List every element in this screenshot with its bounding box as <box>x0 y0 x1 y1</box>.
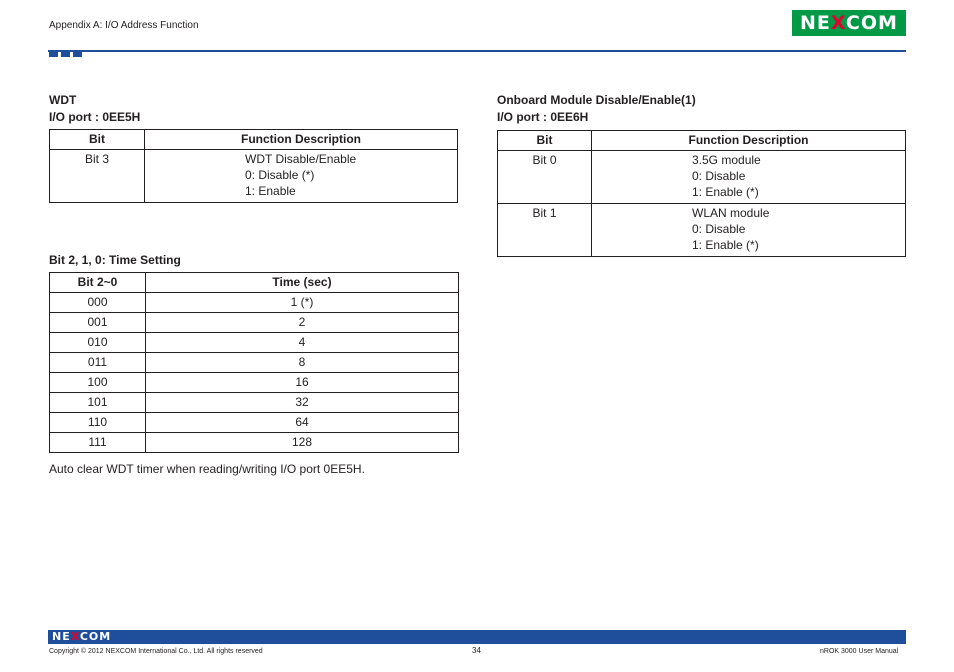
wdt-port: I/O port : 0EE5H <box>49 110 141 124</box>
function-cell <box>145 150 458 203</box>
bit-value-cell: 100 <box>50 373 146 393</box>
bit-value-cell: 110 <box>50 413 146 433</box>
logo-text-x: X <box>830 12 846 34</box>
time-value-cell: 128 <box>146 433 459 453</box>
time-value-cell: 4 <box>146 333 459 353</box>
table-row <box>50 293 459 313</box>
function-line: 0: Disable <box>692 222 746 236</box>
logo-text-x: X <box>70 630 80 643</box>
table-row <box>50 313 459 333</box>
column-header: Bit <box>50 130 145 150</box>
logo-text-part: NE <box>800 12 831 34</box>
wdt-note: Auto clear WDT timer when reading/writing I/O port 0EE5H. <box>49 462 365 476</box>
column-header: Time (sec) <box>146 273 459 293</box>
bit-value-cell: 111 <box>50 433 146 453</box>
time-setting-table <box>49 272 459 453</box>
function-line: 0: Disable <box>692 169 746 183</box>
copyright-text: Copyright © 2012 NEXCOM International Co., Ltd. All rights reserved <box>49 648 263 655</box>
column-header: Bit 2~0 <box>50 273 146 293</box>
logo-text-part: COM <box>79 630 112 643</box>
table-row <box>498 204 906 257</box>
onboard-title: Onboard Module Disable/Enable(1) <box>497 93 696 107</box>
bit-value-cell: 011 <box>50 353 146 373</box>
footer-logo <box>52 630 111 644</box>
page-number: 34 <box>472 646 481 655</box>
table-row <box>50 393 459 413</box>
time-value-cell: 16 <box>146 373 459 393</box>
table-row <box>498 151 906 204</box>
table-row <box>50 353 459 373</box>
bit-value-cell: 010 <box>50 333 146 353</box>
footer-bar <box>48 630 906 644</box>
bit-value-cell: 001 <box>50 313 146 333</box>
function-cell <box>592 151 906 204</box>
table-row <box>50 150 458 203</box>
bit-cell: Bit 0 <box>498 151 592 204</box>
table-row <box>50 433 459 453</box>
header-rule <box>48 50 906 52</box>
time-value-cell: 8 <box>146 353 459 373</box>
function-line: 1: Enable <box>245 184 296 198</box>
logo-text-part: NE <box>52 630 71 643</box>
function-line: 1: Enable (*) <box>692 238 759 252</box>
time-value-cell: 1 (*) <box>146 293 459 313</box>
bit-cell: Bit 3 <box>50 150 145 203</box>
function-line: WDT Disable/Enable <box>245 152 357 166</box>
time-value-cell: 64 <box>146 413 459 433</box>
time-setting-title: Bit 2, 1, 0: Time Setting <box>49 253 181 267</box>
wdt-table <box>49 129 458 203</box>
time-value-cell: 2 <box>146 313 459 333</box>
logo-text-part: COM <box>845 12 898 34</box>
header-square <box>73 50 82 57</box>
bit-value-cell: 000 <box>50 293 146 313</box>
table-row <box>50 413 459 433</box>
column-header: Bit <box>498 131 592 151</box>
table-row <box>50 373 459 393</box>
section-title: Appendix A: I/O Address Function <box>49 20 199 31</box>
time-value-cell: 32 <box>146 393 459 413</box>
bit-cell: Bit 1 <box>498 204 592 257</box>
function-line: WLAN module <box>692 206 770 220</box>
function-line: 0: Disable (*) <box>245 168 315 182</box>
header-square <box>49 50 58 57</box>
table-row <box>50 333 459 353</box>
function-line: 3.5G module <box>692 153 761 167</box>
manual-name: nROK 3000 User Manual <box>820 648 899 655</box>
column-header: Function Description <box>592 131 906 151</box>
onboard-table <box>497 130 906 257</box>
function-cell <box>592 204 906 257</box>
wdt-title: WDT <box>49 93 77 107</box>
column-header: Function Description <box>145 130 458 150</box>
function-line: 1: Enable (*) <box>692 185 759 199</box>
bit-value-cell: 101 <box>50 393 146 413</box>
nexcom-logo <box>792 10 906 36</box>
onboard-port: I/O port : 0EE6H <box>497 110 589 124</box>
header-square <box>61 50 70 57</box>
